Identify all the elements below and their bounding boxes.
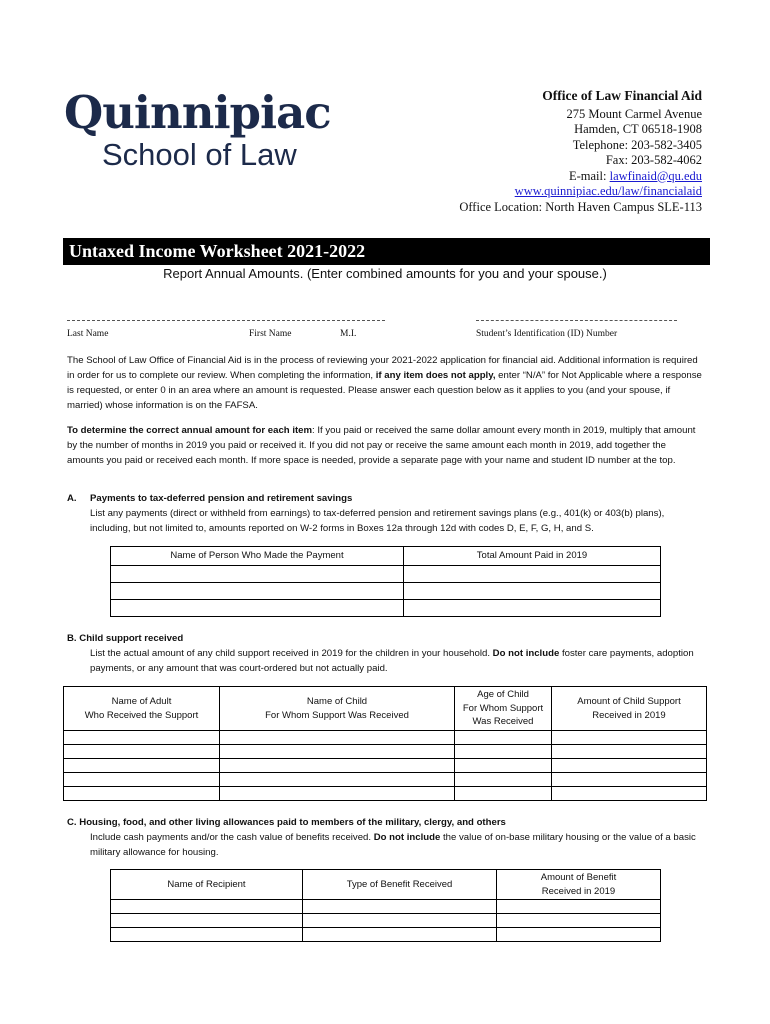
logo-wordmark: Quinnipiac [64,86,331,139]
table-cell[interactable] [111,900,303,914]
section-a-text: List any payments (direct or withheld from earnings) to tax-deferred pension and retirement savings plans (e.g., 401(k) or 403(b) plans), including, but not limited to, amounts reported on W-2 forms in Boxes 12a through 12d with codes D, E, F, G, H, and S. [90,508,665,534]
pension-payments-table [110,546,661,617]
header-line: Name of Adult [111,696,172,707]
email-label: E-mail: [568,168,610,183]
table-cell[interactable] [455,731,552,745]
office-telephone: Telephone: 203-582-3405 [572,137,702,152]
table-cell[interactable] [64,731,220,745]
table-cell[interactable] [552,759,707,773]
logo-subtitle: School of Law [102,137,297,172]
header-line: Age of Child [477,689,529,701]
table-cell[interactable] [111,914,303,928]
student-id-label: Student’s Identification (ID) Number [476,329,618,339]
table-header [552,687,707,731]
table-cell[interactable] [220,745,455,759]
table-cell[interactable] [455,745,552,759]
header-line: Was Received [472,716,534,728]
section-b-text-1: List the actual amount of any child support received in 2019 for the children in your household. [90,648,493,659]
table-header [455,687,552,731]
table-cell[interactable] [220,787,455,801]
table-cell[interactable] [404,600,661,617]
table-cell[interactable] [497,900,661,914]
table-cell[interactable] [497,928,661,942]
section-c-text [90,830,705,860]
table-cell[interactable] [552,731,707,745]
office-email-row [459,169,702,185]
header-line: Received in 2019 [592,709,666,721]
table-cell[interactable] [404,583,661,600]
section-b-text [90,646,705,676]
table-cell[interactable] [64,759,220,773]
instructions-bold: To determine the correct annual amount for each item [67,425,313,436]
section-c-text-2: the value of on-base military housing or the value of a basic military allowance for housing. [90,832,696,858]
table-cell[interactable] [64,745,220,759]
header-line: Amount of Benefit [540,872,617,883]
table-cell[interactable] [220,731,455,745]
worksheet-title: Untaxed Income Worksheet 2021-2022 [63,238,710,265]
table-cell[interactable] [303,914,497,928]
instructions-paragraph [67,423,705,468]
table-cell[interactable] [455,787,552,801]
table-cell[interactable] [497,914,661,928]
office-contact-block [459,88,702,215]
website-link[interactable]: www.quinnipiac.edu/law/financialaid [514,184,702,198]
last-name-label: Last Name [67,329,109,339]
section-c-bold: Do not include [373,832,441,843]
table-cell[interactable] [64,773,220,787]
header-line: Who Received the Support [84,709,199,721]
intro-bold: if any item does not apply, [375,370,496,381]
intro-text-1: The School of Law Office of Financial Aid is in the process of reviewing your 2021-2022 application for financial aid. Additional information is required in order for us to complete our review. When completing the information, [67,355,698,381]
table-header: Type of Benefit Received [303,870,497,900]
school-logo [64,88,331,172]
table-cell[interactable] [111,600,404,617]
header-line: Received in 2019 [541,885,616,897]
section-a-letter: A. [67,493,77,504]
table-header: Name of Person Who Made the Payment [111,547,404,566]
intro-text-2: enter “N/A” for Not Applicable where a response is requested, or enter 0 in an area where an amount is requested. Please answer each question below as it applies to you (and your spouse, if married) whose information is on the FAFSA. [67,370,702,411]
living-allowance-table [110,869,661,942]
child-support-table [63,686,707,801]
office-fax: Fax: 203-582-4062 [605,153,702,167]
office-address-line1: 275 Mount Carmel Avenue [566,106,702,121]
office-title: Office of Law Financial Aid [542,88,702,103]
office-address-line2: Hamden, CT 06518-1908 [574,122,702,136]
first-name-label: First Name [249,329,292,339]
header-line: Amount of Child Support [577,696,681,707]
table-header [220,687,455,731]
instructions-text: : If you paid or received the same dollar amount every month in 2019, multiply that amount by the number of months in 2019 you paid or received it. If you did not pay or receive the same amount each month in 2019, add together the amounts you paid or received each month. If more space is needed, provide a separate page with your name and student ID number at the top. [67,425,696,466]
table-header [497,870,661,900]
table-cell[interactable] [64,787,220,801]
office-location: Office Location: North Haven Campus SLE-113 [459,199,702,214]
table-cell[interactable] [111,583,404,600]
table-cell[interactable] [220,759,455,773]
intro-paragraph [67,353,705,413]
table-cell[interactable] [220,773,455,787]
name-line[interactable] [67,320,385,321]
section-a-heading: Payments to tax-deferred pension and retirement savings [90,493,353,504]
section-b-heading: B. Child support received [67,633,184,644]
mi-label: M.I. [340,329,357,339]
table-header [64,687,220,731]
header-line: Name of Child [306,696,368,707]
section-c-text-1: Include cash payments and/or the cash value of benefits received. [90,832,374,843]
table-cell[interactable] [303,900,497,914]
table-cell[interactable] [552,773,707,787]
table-cell[interactable] [552,745,707,759]
table-cell[interactable] [455,759,552,773]
section-b-bold: Do not include [492,648,560,659]
student-id-line[interactable] [476,320,677,321]
table-cell[interactable] [455,773,552,787]
table-cell[interactable] [111,566,404,583]
table-cell[interactable] [111,928,303,942]
section-c-heading: C. Housing, food, and other living allowances paid to members of the military, clergy, and others [67,817,506,828]
table-cell[interactable] [404,566,661,583]
table-header: Name of Recipient [111,870,303,900]
worksheet-subtitle: Report Annual Amounts. (Enter combined amounts for you and your spouse.) [163,266,607,281]
email-link[interactable]: lawfinaid@qu.edu [609,168,702,183]
table-header: Total Amount Paid in 2019 [404,547,661,566]
header-line: For Whom Support Was Received [265,709,409,721]
table-cell[interactable] [552,787,707,801]
header-line: For Whom Support [462,702,544,714]
table-cell[interactable] [303,928,497,942]
section-b-text-2: foster care payments, adoption payments, or any amount that was court-ordered but not actually paid. [90,648,694,674]
